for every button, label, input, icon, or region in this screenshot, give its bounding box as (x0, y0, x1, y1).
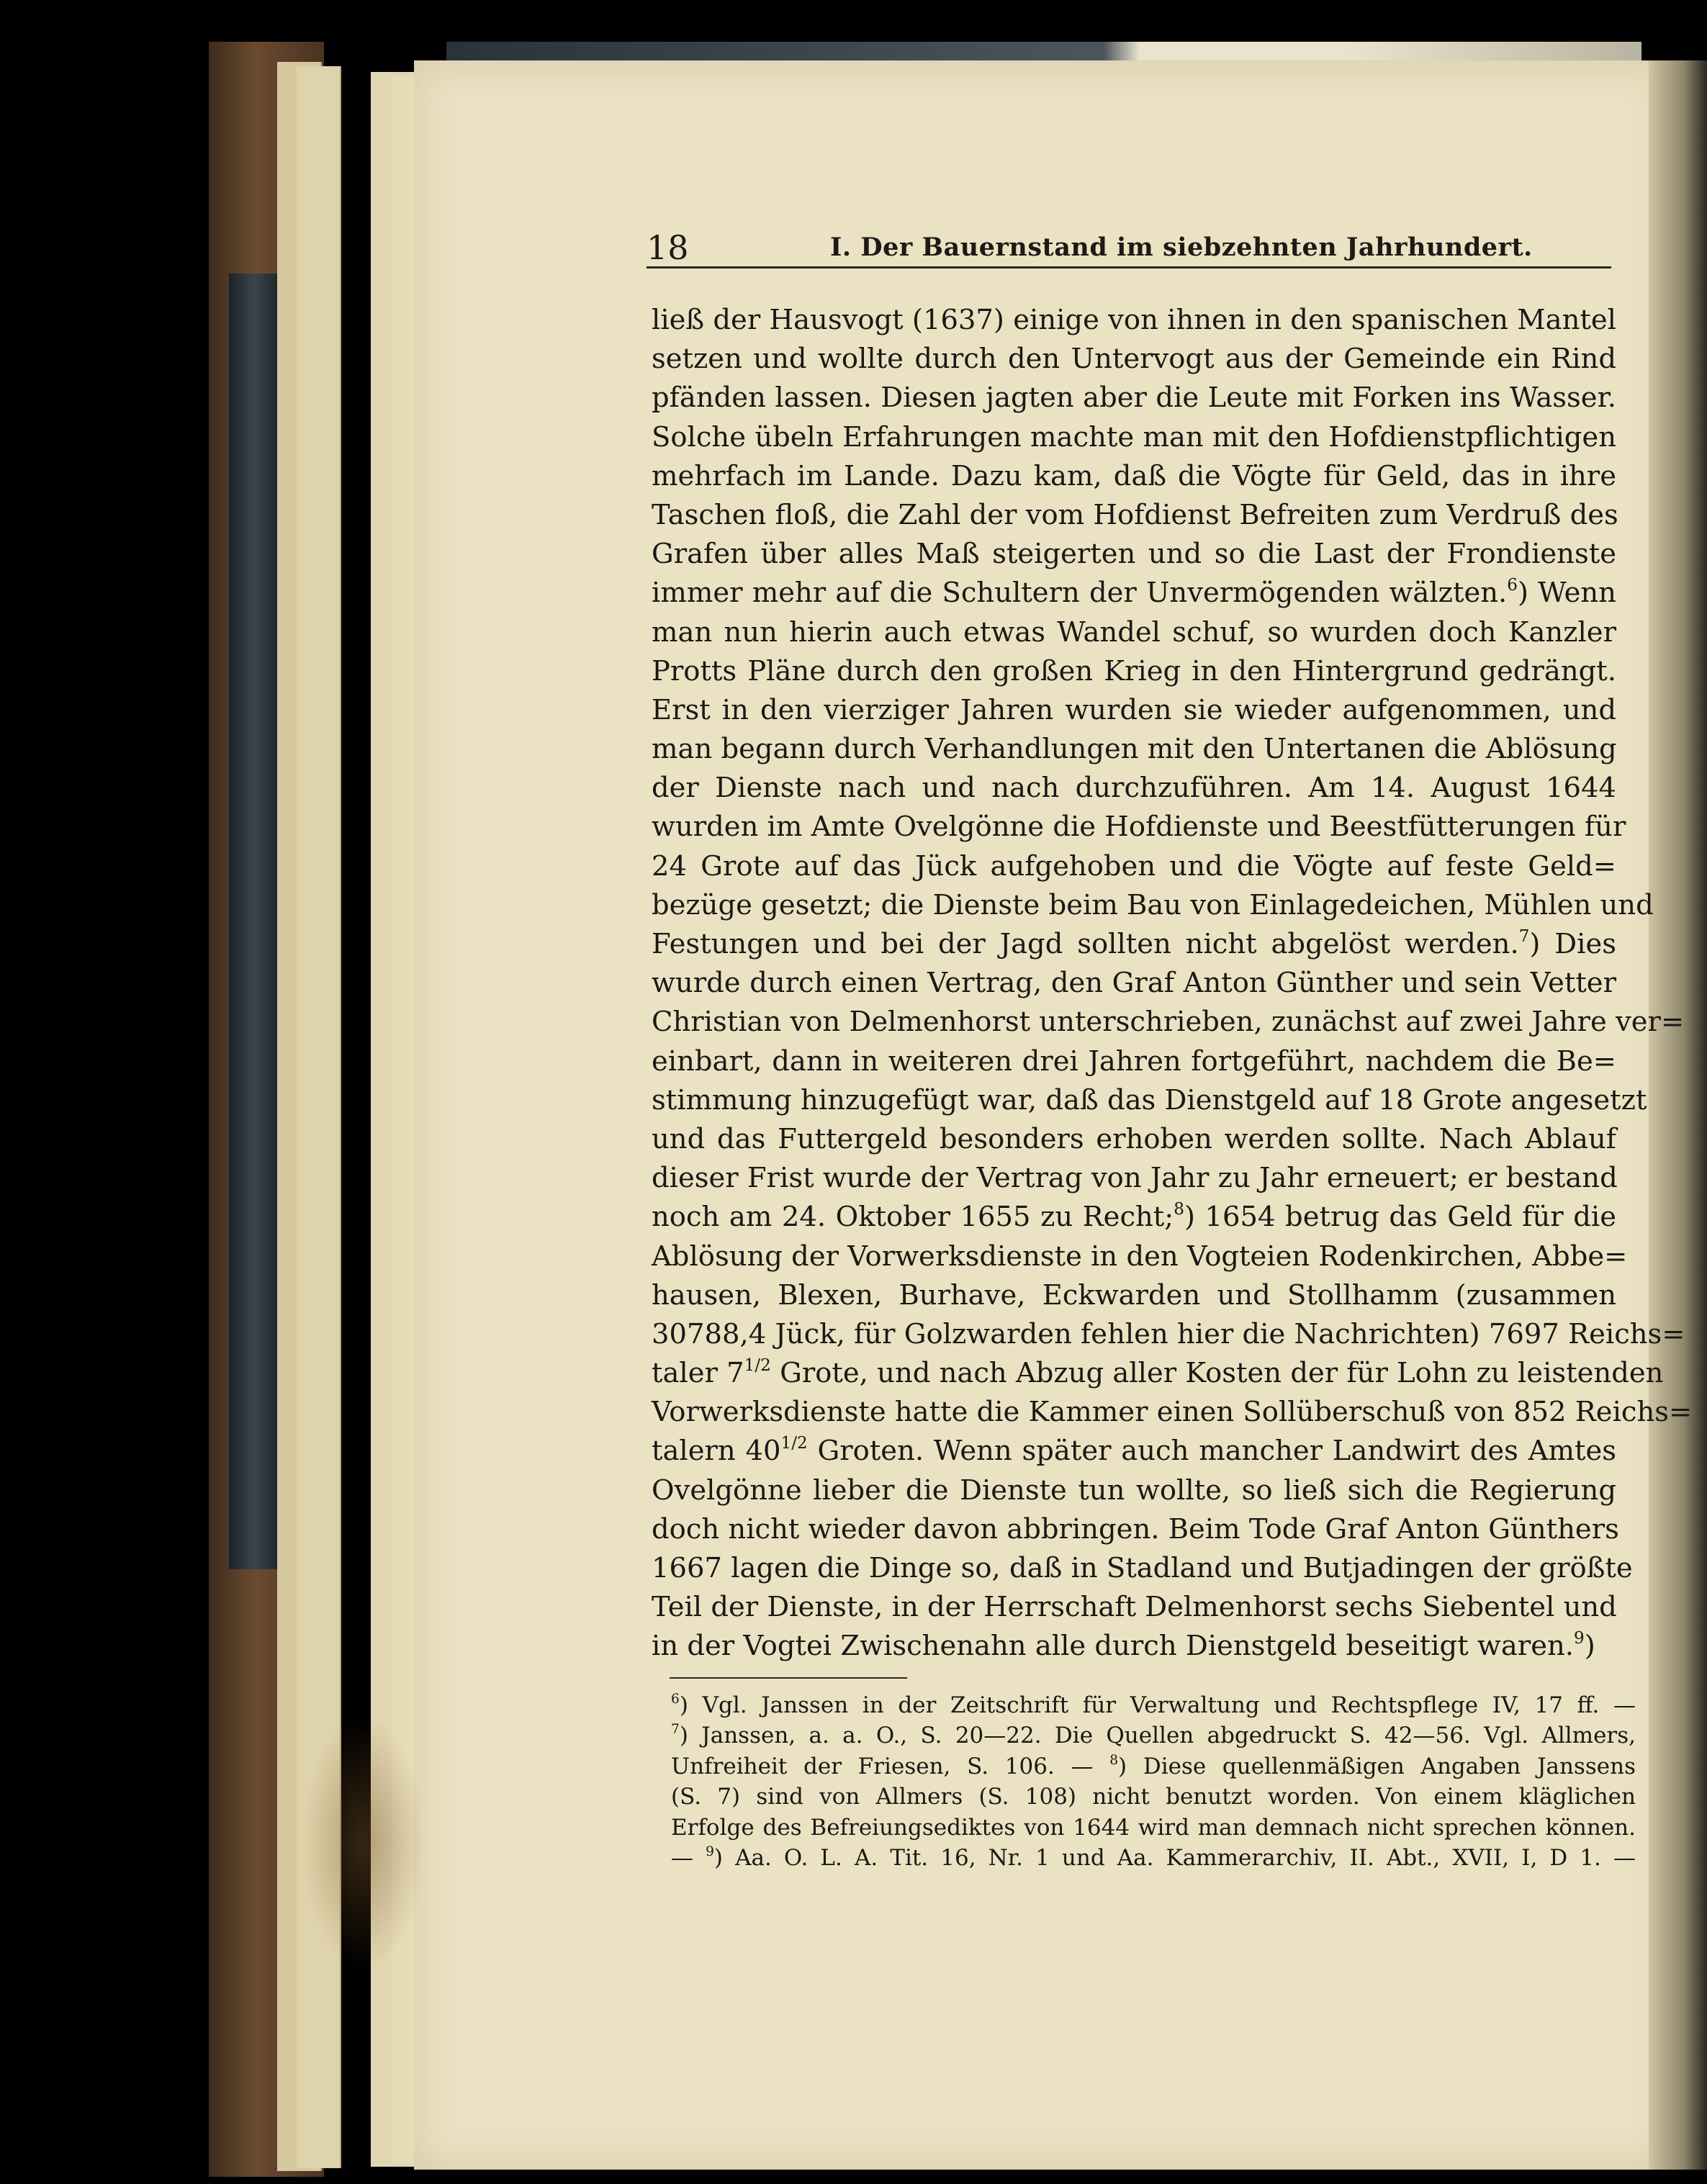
footnote-marker: 9 (706, 1844, 714, 1859)
text-line: ließ der Hausvogt (1637) einige von ihnen in den spanischen Mantel (652, 304, 1616, 336)
footnote-line: — $^9$) Aa. O. L. A. Tit. 16, Nr. 1 und Aa. Kammerarchiv, II. Abt., XVII, I, D 1. — (671, 1844, 1636, 1871)
text-line: doch nicht wieder davon abbringen. Beim Tode Graf Anton Günthers (652, 1512, 1619, 1546)
footnotes (671, 1690, 1636, 1873)
text-line: Ovelgönne lieber die Dienste tun wollte, so ließ sich die Regierung (652, 1474, 1616, 1507)
text-line: 1667 lagen die Dinge so, daß in Stadland und Butjadingen der größte (652, 1552, 1633, 1584)
page-stain (302, 1713, 425, 1972)
text-line: hausen, Blexen, Burhave, Eckwarden und Stollhamm (zusammen (652, 1278, 1616, 1312)
body-text (652, 301, 1693, 1666)
footnote-rule (670, 1677, 907, 1679)
text-line: und das Futtergeld besonders erhoben werden sollte. Nach Ablauf (652, 1122, 1616, 1155)
text-line: talern $40^{1/2}$ Groten. Wenn später auch mancher Landwirt des Amtes (652, 1434, 1616, 1468)
text-line: Protts Pläne durch den großen Krieg in den Hintergrund gedrängt. (652, 654, 1616, 687)
header-rule (647, 266, 1611, 269)
top-binding-strip (446, 42, 1641, 62)
footnote-ref: 6 (1507, 576, 1518, 595)
text-line: man begann durch Verhandlungen mit den Untertanen die Ablösung (652, 733, 1617, 766)
text-line: in der Vogtei Zwischenahn alle durch Dienstgeld beseitigt waren.$^9$) (652, 1629, 1595, 1663)
gutter-shadow (1649, 60, 1707, 2170)
text-line: Solche übeln Erfahrungen machte man mit den Hofdienstpflichtigen (652, 420, 1616, 454)
footnote-line: Erfolge des Befreiungsediktes von 1644 wird man demnach nicht sprechen können. (671, 1814, 1636, 1841)
text-line: 24 Grote auf das Jück aufgehoben und die Vögte auf feste Geld= (652, 849, 1616, 883)
text-line: wurde durch einen Vertrag, den Graf Anton Günther und sein Vetter (652, 967, 1616, 1000)
text-line: bezüge gesetzt; die Dienste beim Bau von Einlagedeichen, Mühlen und (652, 888, 1654, 921)
text-line: taler $7^{1/2}$ Grote, und nach Abzug aller Kosten der für Lohn zu leistenden (652, 1355, 1664, 1390)
text-line: Grafen über alles Maß steigerten und so die Last der Frondienste (652, 538, 1616, 571)
text-line: wurden im Amte Ovelgönne die Hofdienste und Beestfütterungen für (652, 811, 1626, 844)
text-line: immer mehr auf die Schultern der Unvermögenden wälzten.$^6$) Wenn (652, 576, 1616, 610)
fraction: 1/2 (744, 1355, 771, 1375)
footnote-marker: 6 (671, 1691, 680, 1707)
footnote-ref: 9 (1574, 1629, 1585, 1648)
text-line: Ablösung der Vorwerksdienste in den Vogteien Rodenkirchen, Abbe= (652, 1240, 1628, 1273)
running-title: I. Der Bauernstand im siebzehnten Jahrhundert. (830, 233, 1533, 262)
text-line: der Dienste nach und nach durchzuführen. Am 14. August 1644 (652, 772, 1616, 805)
footnote-marker: 7 (671, 1722, 680, 1738)
text-line: man nun hierin auch etwas Wandel schuf, so wurden doch Kanzler (652, 615, 1616, 649)
text-line: Christian von Delmenhorst unterschrieben, zunächst auf zwei Jahre ver= (652, 1006, 1685, 1039)
text-line: Teil der Dienste, in der Herrschaft Delmenhorst sechs Siebentel und (652, 1591, 1617, 1624)
text-line: pfänden lassen. Diesen jagten aber die Leute mit Forken ins Wasser. (652, 382, 1616, 415)
footnote-ref: 7 (1518, 926, 1530, 946)
text-line: noch am 24. Oktober 1655 zu Recht;$^8$) 1654 betrug das Geld für die (652, 1200, 1616, 1234)
text-line: Erst in den vierziger Jahren wurden sie wieder aufgenommen, und (652, 693, 1616, 726)
footnote-line: Unfreiheit der Friesen, S. 106. — $^8$) Diese quellenmäßigen Angaben Janssens (671, 1752, 1636, 1779)
footnote-line: $^6$) Vgl. Janssen in der Zeitschrift für Verwaltung und Rechtspflege IV, 17 ff. — (671, 1691, 1636, 1718)
footnote-line: (S. 7) sind von Allmers (S. 108) nicht benutzt worden. Von einem kläglichen (671, 1784, 1636, 1810)
text-line: mehrfach im Lande. Dazu kam, daß die Vögte für Geld, das in ihre (652, 459, 1616, 492)
text-line: Taschen floß, die Zahl der vom Hofdienst Befreiten zum Verdruß des (652, 498, 1618, 531)
text-line: 30788,4 Jück, für Golzwarden fehlen hier die Nachrichten) 7697 Reichs= (652, 1317, 1685, 1350)
text-line: Vorwerksdienste hatte die Kammer einen Sollüberschuß von 852 Reichs= (652, 1396, 1693, 1429)
page-number: 18 (647, 228, 689, 267)
fraction: 1/2 (780, 1434, 808, 1453)
text-line: setzen und wollte durch den Untervogt aus der Gemeinde ein Rind (652, 343, 1616, 376)
footnote-ref: 8 (1174, 1200, 1184, 1219)
running-head (647, 225, 1611, 269)
text-line: dieser Frist wurde der Vertrag von Jahr zu Jahr erneuert; er bestand (652, 1162, 1618, 1195)
footnote-line: $^7$) Janssen, a. a. O., S. 20—22. Die Quellen abgedruckt S. 42—56. Vgl. Allmers, (671, 1722, 1636, 1749)
text-line: einbart, dann in weiteren drei Jahren fortgeführt, nachdem die Be= (652, 1044, 1616, 1078)
text-line: stimmung hinzugefügt war, daß das Dienstgeld auf 18 Grote angesetzt (652, 1083, 1647, 1116)
footnote-marker: 8 (1109, 1752, 1119, 1768)
text-line: Festungen und bei der Jagd sollten nicht abgelöst werden.$^7$) Dies (652, 926, 1616, 960)
cover-cloth (229, 274, 279, 1569)
